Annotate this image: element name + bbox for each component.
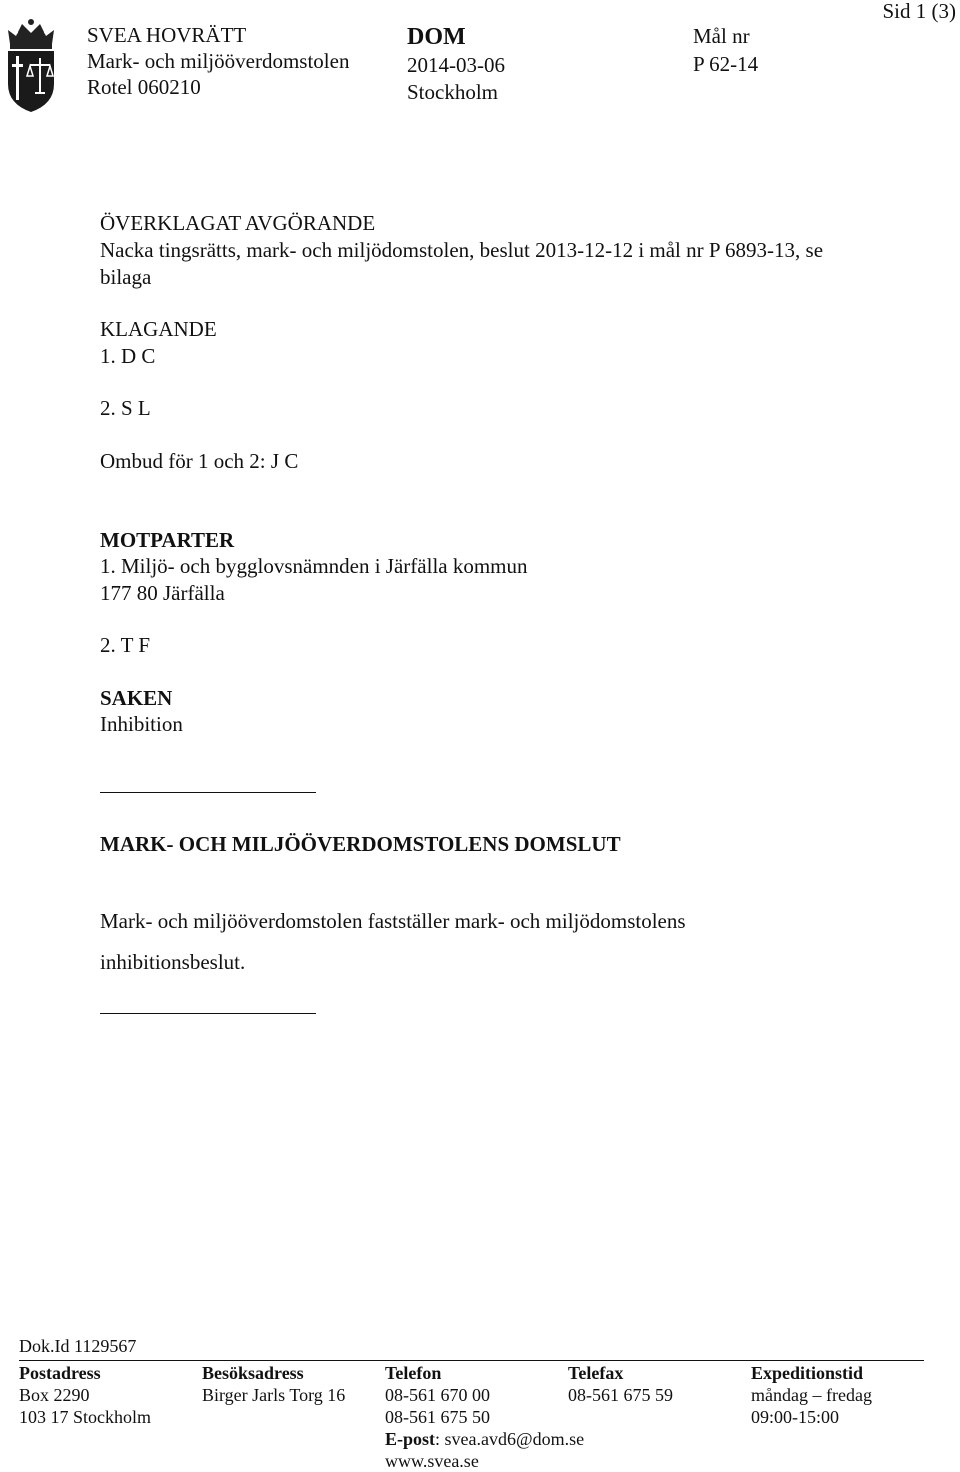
fax-heading: Telefax	[568, 1363, 624, 1383]
matter-text: Inhibition	[100, 712, 183, 736]
court-division: Mark- och miljööverdomstolen	[87, 49, 350, 73]
footer-divider	[19, 1360, 924, 1361]
postal-heading: Postadress	[19, 1363, 101, 1383]
document-id: Dok.Id 1129567	[19, 1336, 137, 1356]
website-link[interactable]: www.svea.se	[385, 1451, 479, 1471]
respondents-heading: MOTPARTER	[100, 528, 235, 552]
appellant-2: 2. S L	[100, 396, 151, 420]
visit-heading: Besöksadress	[202, 1363, 304, 1383]
footer-postal	[19, 1362, 151, 1428]
visit-line-1: Birger Jarls Torg 16	[202, 1385, 346, 1405]
ruling-heading: MARK- OCH MILJÖÖVERDOMSTOLENS DOMSLUT	[100, 832, 621, 856]
respondent-1-name: 1. Miljö- och bygglovsnämnden i Järfälla kommun	[100, 554, 528, 578]
hours-heading: Expeditionstid	[751, 1363, 864, 1383]
footer-phone	[385, 1362, 584, 1472]
footer-fax	[568, 1362, 673, 1406]
case-label: Mål nr	[693, 24, 750, 48]
section-divider	[100, 1013, 316, 1014]
appealed-heading: ÖVERKLAGAT AVGÖRANDE	[100, 211, 376, 235]
court-unit: Rotel 060210	[87, 75, 201, 99]
case-number: P 62-14	[693, 52, 759, 76]
svea-hovratt-crest-icon	[2, 18, 60, 114]
court-name: SVEA HOVRÄTT	[87, 23, 247, 47]
ruling-line-2: inhibitionsbeslut.	[100, 950, 246, 974]
document-date: 2014-03-06	[407, 53, 505, 77]
document-place: Stockholm	[407, 80, 499, 104]
case-block	[693, 22, 758, 78]
footer-hours	[751, 1362, 872, 1428]
email-label: E-post	[385, 1429, 436, 1449]
fax-line-1: 08-561 675 59	[568, 1385, 673, 1405]
postal-line-1: Box 2290	[19, 1385, 90, 1405]
appellants-heading: KLAGANDE	[100, 317, 217, 341]
email-value[interactable]: : svea.avd6@dom.se	[435, 1429, 585, 1449]
document-type: DOM	[407, 24, 466, 50]
appealed-line-2: bilaga	[100, 265, 152, 289]
phone-line-1: 08-561 670 00	[385, 1385, 490, 1405]
hours-time: 09:00-15:00	[751, 1407, 839, 1427]
matter-heading: SAKEN	[100, 686, 173, 710]
representative: Ombud för 1 och 2: J C	[100, 449, 299, 473]
ruling-line-1: Mark- och miljööverdomstolen fastställer mark- och miljödomstolens	[100, 909, 686, 933]
hours-days: måndag – fredag	[751, 1385, 872, 1405]
phone-heading: Telefon	[385, 1363, 442, 1383]
email-line	[385, 1428, 584, 1450]
court-block	[87, 22, 349, 100]
page-indicator: Sid 1 (3)	[882, 0, 956, 23]
section-divider	[100, 792, 316, 793]
document-block	[407, 22, 505, 106]
respondent-1-address: 177 80 Järfälla	[100, 581, 225, 605]
appellant-1: 1. D C	[100, 344, 156, 368]
appealed-line-1: Nacka tingsrätts, mark- och miljödomstolen, beslut 2013-12-12 i mål nr P 6893-13, se	[100, 238, 824, 262]
postal-line-2: 103 17 Stockholm	[19, 1407, 152, 1427]
respondent-2: 2. T F	[100, 633, 150, 657]
phone-line-2: 08-561 675 50	[385, 1407, 490, 1427]
footer-visit	[202, 1362, 345, 1406]
